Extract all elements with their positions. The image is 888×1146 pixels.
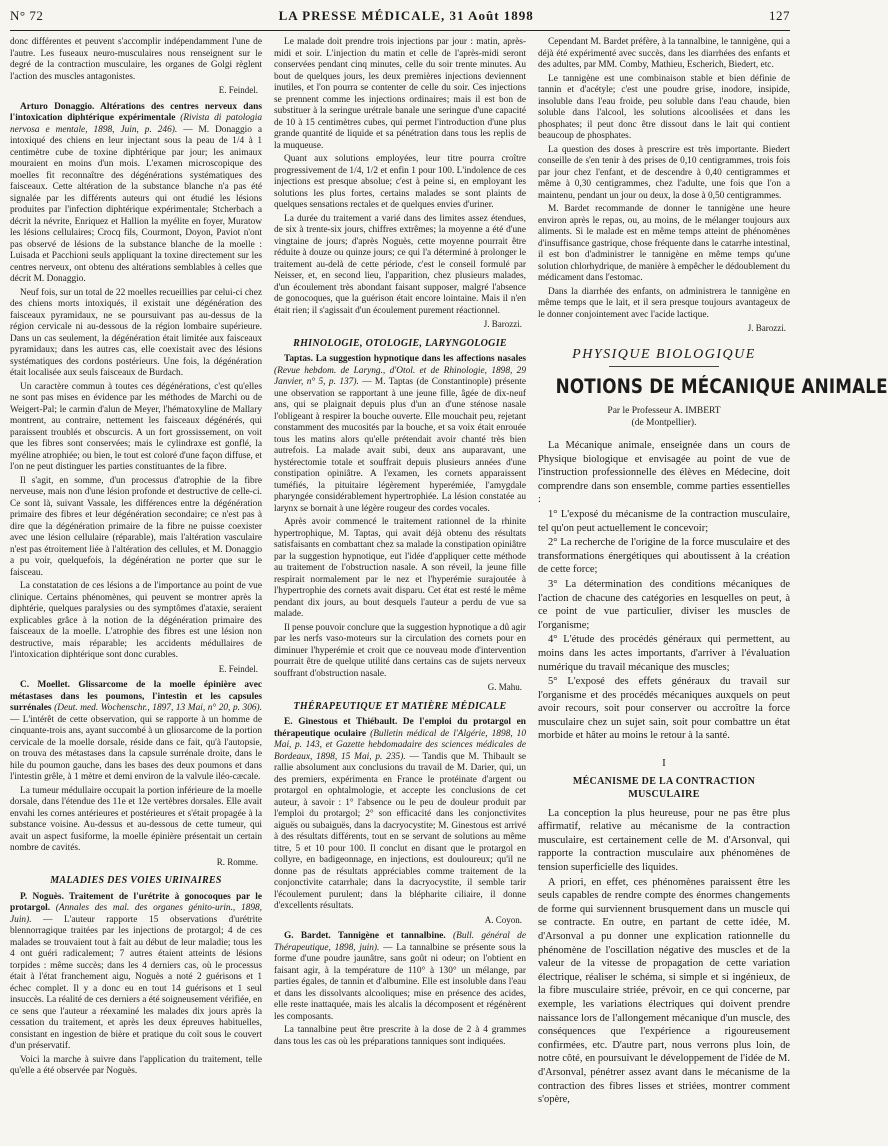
paragraph: La constatation de ces lésions a de l'importance au point de vue clinique. Certains phénomènes, qui peuvent se montrer après la diphtérie, quelques paralysies ou des symptômes d'ataxie, seraient explicables grâce à la notion de la dégénération primaire des faisceaux de la moelle. L'atrophie des fibres est une lésion non destructive, mais réparable; les accidents médullaires de l'intoxication diphtérique sont donc curables. [10,581,262,660]
chapter-title-line: MÉCANISME DE LA CONTRACTION [572,775,756,787]
article-heading: C. Moellet. Glissarcome de la moelle épinière avec métastases dans les poumons, l'intestin et les capsules surrénales [10,680,262,713]
paragraph: Le malade doit prendre trois injections par jour : matin, après-midi et soir. L'injection du matin et celle de l'après-midi seront conservées pendant cinq minutes, celle du soir trente minutes. Au bout de quelques jours, les deux premières injections deviennent inutiles, et l'on pourra se contenter de celle du soir. Ces injections se prennent comme les injections ordinaires; mais il est bon de substituer à la seringue urétrale banale une seringue d'une capacité de 10 à 15 centimètres cubes, qui permet l'introduction d'une plus grande quantité de liquide et sa pénétration dans tous les replis de la muqueuse. [274,37,526,151]
section-heading: PHYSIQUE BIOLOGIQUE [572,346,756,362]
article-reference: (Deut. med. Wochenschr., 1897, 13 Mai, n° 20, p. 306). [54,703,263,713]
paragraph: Un caractère commun à toutes ces dégénérations, c'est qu'elles ne sont pas mises en évidence par les méthodes de Marchi ou de Weigert-Pal; le carmin d'alun de Meyer, l'hématoxyline de Mallary montrent, au contraire, nettement les faisceaux dégénérés, qui paraissent troublés et obscurcis. A un fort grossissement, on voit que les fibres sont conservées; mais le cylindraxe est gonflé, la myéline atrophiée; ou bien, le tout est coloré d'une façon diffuse, et l'on ne peut distinguer les parties constituantes de la fibre. [10,381,262,472]
list-item: 5° L'exposé des effets généraux du travail sur l'organisme et des procédés mécaniques auxquels on peut avoir recours, soit pour conserver ou accroître la force musculaire chez un sujet sain, soit pour combattre un état morbide et hâter au moins le retour à la santé. [538,676,790,742]
paragraph: La tannalbine peut être prescrite à la dose de 2 à 4 grammes dans tous les cas où les préparations tanniques sont indiquées. [274,1025,526,1047]
article-heading: Arturo Donaggio. Altérations des centres nerveux dans l'intoxication diphtérique expérimentale [10,101,262,123]
article-heading: P. Noguès. Traitement de l'urétrite à gonocoques par le protargol. [10,891,262,913]
column-1 [10,37,262,1142]
paragraph: La Mécanique animale, enseignée dans un cours de Physique biologique et envisagée au point de vue de l'instruction professionnelle des élèves en Médecine, doit comprendre dans son ensemble, comme parties essentielles : [538,440,790,506]
paragraph: A priori, en effet, ces phénomènes paraissent être les seuls capables de rendre compte des énormes changements de forme qui surviennent brusquement dans un muscle qui se contracte. En outre, en partant de cette idée, M. d'Arsonval a pu donner une explication rationnelle du phénomène de l'oscillation négative des muscles et de la valeur de la vitesse de propagation de cette variation électrique, réaliser le schéma, si simple et si ingénieux, de la fibre musculaire striée, prévoir, en ce qui concerne, par exemple, les variations électriques qui doivent prendre naissance lors de l'allongement mécanique d'un muscle, des conséquences que l'expérience a rigoureusement confirmées, etc. D'autre part, nous verrons plus loin, de notre côté, en poursuivant le développement de l'idée de M. d'Arsonval, pénétrer assez avant dans le mécanisme de la contraction des fibres lisses et striées, montrer comment s'opère, [538,876,790,1106]
paragraph: Voici la marche à suivre dans l'application du traitement, telle qu'elle a été observée par Noguès. [10,1054,262,1076]
header-rule [10,30,790,31]
paragraph: La durée du traitement a varié dans des limites assez étendues, de six à trente-six jours, chiffres extrêmes; la moyenne a été d'une vingtaine de jours; d'après Noguès, cette moyenne pourrait être réduite à douze ou quinze jours; ce qui l'a déterminé à prolonger le traitement au-delà de cette période, c'est le conseil formulé par Neisser, et, en second lieu, l'apparition, chez plusieurs malades, d'un écoulement très abondant faisant supposer, malgré l'absence de gonocoques, que la guérison était encore lointaine. Mais il n'en était rien; il s'agissait d'un écoulement purement réactionnel. [274,213,526,316]
paragraph-text: — M. Taptas (de Constantinople) présente une observation se rapportant à une jeune fille, âgée de dix-neuf ans, qui se plaignait depuis plus d'un an d'une sténose nasale l'obligeant à respirer la bouche ouverte. Elle mouchait peu, rejetant constamment des mucosités par la bouche, et sa voix était enrouée tous les matins alors qu'elle prétendait avoir chanté très bien autrefois. La malade avait subi, deux ans auparavant, une hystérectomie totale et souffrait depuis plusieurs années d'une constipation opiniâtre. A l'examen, les cornets apparaissent tuméfiés, la pituitaire légèrement hyperémiée, l'amygdale pharyngée considérablement hypertrophiée. La lésion constatée au larynx se bornait à une légère rougeur des cordes vocales. [274,377,526,514]
chapter-numeral: I [662,757,666,770]
article-heading: Taptas. La suggestion hypnotique dans les affections nasales [284,354,526,364]
paragraph: Le tannigène est une combinaison stable et bien définie de tannin et d'acétyle; c'est une poudre grise, inodore, insipide, insoluble dans l'eau froide, peu soluble dans l'eau chaude, bien soluble dans l'alcool, les solutions alcoolisées et dans les phosphates; il peut donc être dissout dans le lait qui contient beaucoup de phosphates. [538,73,790,141]
article-reference: (Annales des mal. des organes génito-urin., 1898, Juin). [10,903,262,925]
article-body [538,439,790,1107]
byline [538,405,790,429]
list-item: 3° La détermination des conditions mécaniques de l'action de chacune des catégories en lesquelles on peut, à ce point de vue particulier, diviser les muscles de l'organisme; [538,578,790,631]
article-reference: (Bulletin médical de l'Algérie, 1898, 10 Mai, p. 143, et Gazette hebdomadaire des sciences médicales de Bordeaux, 1898, 15 Mai, p. 235). [274,728,527,762]
article-bardet [274,931,526,1023]
list-item: 1° L'exposé du mécanisme de la contraction musculaire, tel qu'on peut actuellement le concevoir; [538,508,790,534]
chapter-title-line: MUSCULAIRE [628,788,700,800]
signature: A. Coyon. [484,914,522,925]
signature: E. Feindel. [218,85,258,95]
signature: J. Barozzi. [483,319,522,329]
article-ginestous [274,717,526,913]
chapter-title [538,775,790,801]
article-heading: G. Bardet. Tannigène et tannalbine. [284,931,446,941]
paragraph: La tumeur médullaire occupait la portion inférieure de la moelle dorsale, dans l'étendue des 11e et 12e vertèbres dorsales. Elle avait envahi les cornes antérieures et postérieures et s'était propagée à la substance voisine. Au-dessus et au-dessous de cette tumeur, qui avait un aspect fusiforme, la moelle épinière présentait un certain nombre de cavités. [10,785,262,853]
byline-affiliation: (de Montpellier). [631,418,697,428]
article-reference: (Bull. général de Thérapeutique, 1898, juin). [274,931,526,953]
section-divider [609,366,719,367]
paragraph-text: — La tannalbine se présente sous la forme d'une poudre jaunâtre, sans goût ni odeur; on l'obtient en faisant agir, à la température de 110° à 130° un mélange, par parties égales, de tannin et d'albumine. Elle est insoluble dans l'eau et dans les dissolvants alcooliques; mise en présence des acides, elle reste inattaquée, mais les alcalis la décomposent et régénèrent les composants. [274,942,527,1022]
column-3 [538,37,888,1142]
paragraph: donc différentes et peuvent s'accomplir indépendamment l'une de l'autre. Les fuseaux neuro-musculaires nous renseignent sur le degré de la contraction musculaire, les organes de Golgi règlent l'action des muscles antagonistes. [10,37,262,82]
paragraph-text: — L'intérêt de cette observation, qui se rapporte à un homme de cinquante-trois ans, ayant succombé à un gliosarcome de la portion cervicale de la moelle dorsale, réside dans ce fait, qu'à l'autopsie, on trouva des métastases dans la capsule surrénale droite, dans le hile du poumon gauche, dans les bases des deux poumons et dans l'intestin grêle, à 1 mètre et demi environ de la valvule iléo-cæcale. [10,714,262,782]
paragraph-text: — L'auteur rapporte 15 observations d'urétrite blennorragique traitées par les injections de protargol; 4 de ces malades se trouvaient tout à fait au début de leur maladie; tous les 4 ont guéri radicalement; 7 autres étaient atteints de lésions torpides : même succès; dans les 4 derniers cas, où le processus était à l'état franchement aigu, Noguès a noté 2 guérisons et 1 échec complet. Il y a donc eu en tout 14 guérisons et 1 seul insuccès. La réalité de ces derniers a été soigneusement vérifiée, en ce sens que l'auteur a réexaminé les malades dix jours après la cessation du traitement, et après les deux épreuves habituelles, consistant en ingestion de bière et pratique du coït sous le couvert d'un préservatif. [10,914,262,1051]
article-title: NOTIONS DE MÉCANIQUE ANIMALE [555,375,888,398]
paragraph: Il s'agit, en somme, d'un processus d'atrophie de la fibre nerveuse, mais non d'une lésion profonde et destructive de celle-ci. Ce sont là, suivant Vassale, les différences entre la dégénération primaire des fibres et leur dégénération secondaire; ce n'est pas à dire que la dégénération primaire de la fibre ne puisse coexister avec une lésion cellulaire (réparable), mais l'altération vasculaire n'est pas étroitement liée à l'altération des cellules, et M. Donaggio a pu voir, quelquefois, la dégénération ne porter que sur le faisceau. [10,475,262,578]
article-nogues [10,892,262,1053]
paragraph: La conception la plus heureuse, pour ne pas être plus affirmatif, relative au mécanisme de la contraction musculaire, est certainement celle de M. d'Arsonval, qui rapporte la contraction musculaire aux phénomènes de tension superficielle des liquides. [538,807,790,874]
section-heading: THÉRAPEUTIQUE ET MATIÈRE MÉDICALE [293,700,507,712]
signature: E. Feindel. [218,663,258,674]
list-item: 2° La recherche de l'origine de la force musculaire et des transformations énergétiques qui aboutissent à la création de cette force; [538,537,790,576]
signature: G. Mahu. [487,682,522,692]
paragraph-text: — M. Donaggio a intoxiqué des chiens en leur injectant sous la peau de 1/4 à 1 centimètre cube de toxine diphtérique par jour; les animaux mouraient en moins d'un mois. L'examen microscopique des moelles fit reconnaître des dégénérations systématiques des faisceaux. Cette altération de la substance blanche n'a pas été signalée par les différents auteurs qui ont étudié les lésions produites par l'infection diphtérique expérimentale; Stcherbach a décrit la névrite, Enriquez et Hallion la myélite en foyer, Muratow les lésions cellulaires; Crocq fils, Courmont, Doyon, Paviot n'ont pas observé de lésions de la substance blanche de la moelle : Luisada et Pacchioni seuls appliquant la toxine directement sur les centres nerveux, ont obtenu des altérations semblables à celles que décrit M. Donaggio. [10,124,263,284]
list-item: 4° L'étude des procédés généraux qui permettent, au moins dans les actes importants, d'arriver à l'évaluation numérique du travail mécanique des muscles; [538,634,790,673]
page-header [10,8,790,26]
masthead-title: LA PRESSE MÉDICALE, 31 Août 1898 [278,8,534,23]
page-number: 127 [769,8,790,23]
signature: J. Barozzi. [747,323,786,333]
paragraph-text: — Tandis que M. Thibault se rallie absolument aux conclusions du travail de M. Darier, qui, un des premiers, expérimenta en France le protéinate d'argent ou protargol en ophtalmologie, et accepte les conclusions de cet auteur, à savoir : 1° l'absence ou le peu de douleur produit par l'emploi du protargol; 2° son efficacité dans les conjonctivites aiguës ou subaiguës, dans la dacryocystite; M. Ginestous est arrivé à des résultats différents, tout en se servant de solutions au même titre, 5 et 10 pour 100. Il conclut en disant que le protargol en collyre, en badigeonnage, en injections, est douloureux; qu'il ne donne pas de résultats appréciables comme traitement de la conjonctivite catarrhale; dans la dacryocystite, il semble tarir l'écoulement purulent; dans la blépharite ciliaire, il donne d'excellents résultats. [274,751,526,911]
signature: R. Romme. [216,856,258,867]
issue-number: N° 72 [10,8,44,23]
section-heading: MALADIES DES VOIES URINAIRES [50,875,222,886]
article-donaggio [10,102,262,286]
section-heading: RHINOLOGIE, OTOLOGIE, LARYNGOLOGIE [293,337,507,349]
byline-author: Par le Professeur A. IMBERT [607,406,721,416]
paragraph: Neuf fois, sur un total de 22 moelles recueillies par celui-ci chez des chiens morts intoxiqués, il existait une dégénération des faisceaux pyramidaux, ne se poursuivant pas au-dessus de la région cervicale ni au-dessous de la région lombaire supérieure. Dans un cas seulement, la dégénération était limitée aux faisceaux pyramidaux; dans les autres cas, elle coexistait avec des lésions systématiques des cordons postérieurs. Une fois, la dégénération était localisée aux seuls faisceaux de Burdach. [10,287,262,378]
article-reference: (Rivista di patologia nervosa e mentale, 1898, Juin, p. 246). [10,113,262,135]
article-moellet [10,680,262,784]
paragraph: Il pense pouvoir conclure que la suggestion hypnotique a dû agir par les nerfs vaso-moteurs sur la circulation des cornets pour en diminuer l'hyperémie et croit que ce nouveau mode d'intervention pourrait être de quelque utilité dans certains cas de sujets nerveux souffrant d'obstruction nasale. [274,622,526,679]
column-2 [274,37,526,1142]
paragraph: Dans la diarrhée des enfants, on administrera le tannigène en même temps que le lait, et il sera presque toujours avantageux de le donner conjointement avec l'acide lactique. [538,286,790,320]
paragraph: La question des doses à prescrire est très importante. Biedert conseille de s'en tenir à des prises de 0,10 centigrammes, trois fois par jour chez l'enfant, et de descendre à 0,40 centigrammes et même à 0,30 centigrammes, chez l'adulte, une fois que l'on a maintenu, pendant un jour ou deux, la dose à 0,50 centigrammes. [538,144,790,201]
columns [10,37,888,1142]
article-heading: E. Ginestous et Thiébault. De l'emploi du protargol en thérapeutique oculaire [274,717,526,739]
paragraph: Après avoir commencé le traitement rationnel de la rhinite hypertrophique, M. Taptas, qui avait déjà obtenu des résultats satisfaisants en combattant chez sa malade la constipation opiniâtre par la suggestion hypnotique, eut l'idée d'appliquer cette méthode au traitement de l'obstruction nasale. A son réveil, la jeune fille respirait normalement par le nez et l'hyperémie surajoutée à l'hypertrophie des cornets avait disparu. Cet état est resté le même pendant dix jours, au bout desquels l'auteur a perdu de vue sa malade. [274,517,526,619]
paragraph: M. Bardet recommande de donner le tannigène une heure environ après le repas, ou, au moins, de le mélanger toujours aux aliments. Si le malade est en même temps atteint de phénomènes d'insuffisance gastrique, chose fréquente dans le catarrhe intestinal, il est bon d'administrer le tannigène en même temps qu'une solution chlorhydrique, de manière à empêcher le dédoublement du médicament dans l'estomac. [538,204,790,283]
article-taptas [274,354,526,515]
paragraph: Quant aux solutions employées, leur titre pourra croître progressivement de 1/4, 1/2 et enfin 1 pour 100. L'indolence de ces injections est presque absolue; c'est à peine si, en employant les solutions les plus fortes, certains malades se sont plaints de quelques sensations rectales et de quelques envies d'uriner. [274,154,526,210]
article-reference: (Revue hebdom. de Laryng., d'Otol. et de Rhinologie, 1898, 29 Janvier, n° 5, p. 137). [274,365,526,387]
paragraph: Cependant M. Bardet préfère, à la tannalbine, le tannigène, qui a déjà été expérimenté avec succès, dans les diarrhées des enfants et des adultes, par MM. Comby, Mathieu, Escherich, Biedert, etc. [538,37,790,70]
